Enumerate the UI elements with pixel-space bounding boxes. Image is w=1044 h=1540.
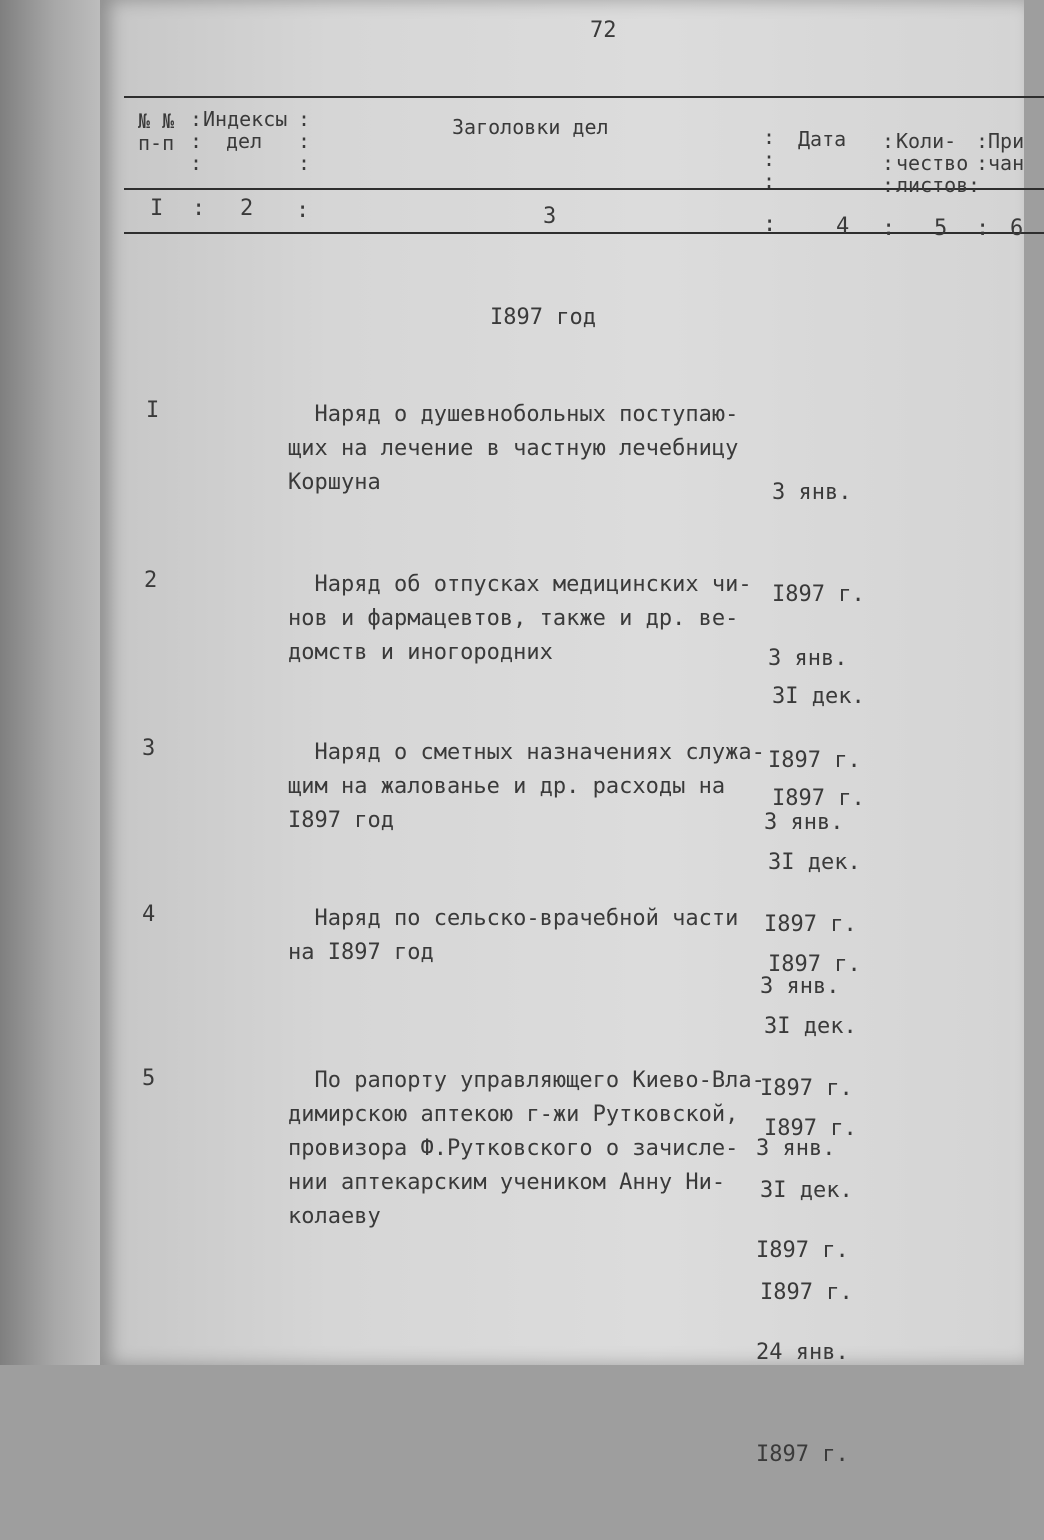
record-title: Наряд о душевнобольных поступаю- щих на лечение в частную лечебницу Коршуна <box>288 402 739 495</box>
header-top-rule <box>124 96 1044 98</box>
record-number: 4 <box>142 902 156 927</box>
header-col5-line3: листов <box>896 173 969 197</box>
column-number-separator: : <box>192 196 206 221</box>
record-dates: 3 янв. I897 г. 3I дек. I897 г. <box>764 810 857 1141</box>
header-col-separator: : <box>190 107 203 131</box>
record-title: По рапорту управляющего Киево-Вла- димирскою аптекою г-жи Рутковской, провизора Ф.Рутковского о зачисле- нии аптекарским учеником Анну Ни- колаеву <box>288 1068 765 1229</box>
header-col4: Дата <box>798 127 847 151</box>
record-number: I <box>146 398 160 423</box>
record-dates: 3 янв. I897 г. 3I дек. I897 г. <box>768 646 861 977</box>
header-col2-line1: Индексы <box>203 107 288 131</box>
column-number: I <box>150 196 164 221</box>
header-col-separator: : <box>190 129 203 153</box>
record-dates: 3 янв. I897 г. 3I дек. I897 г. <box>760 974 853 1305</box>
header-col-separator: : <box>763 147 776 171</box>
column-number: 5 <box>934 216 948 241</box>
header-col-separator: : <box>882 151 895 175</box>
header-bottom-rule <box>124 232 1044 234</box>
column-number-separator: : <box>976 216 990 241</box>
document-page <box>100 0 1025 1467</box>
record-title: Наряд об отпусках медицинских чи- нов и фармацевтов, также и др. ве- домств и иногородних <box>288 572 752 665</box>
page-number: 72 <box>590 18 617 43</box>
record-title: Наряд по сельско-врачебной части на I897 год <box>288 906 739 965</box>
column-number: 6 <box>1010 216 1024 241</box>
header-col-separator: : <box>298 151 311 175</box>
column-number-separator: : <box>763 212 777 237</box>
header-col3: Заголовки дел <box>452 115 609 139</box>
header-col6-line1: При <box>988 129 1025 153</box>
record-number: 2 <box>144 568 158 593</box>
header-col-separator: : <box>190 151 203 175</box>
column-number: 2 <box>240 196 254 221</box>
record-dates: 3 янв. I897 г. 3I дек. I897 г. <box>772 480 865 811</box>
header-col-separator: : <box>298 129 311 153</box>
record-dates: 3 янв. I897 г. 24 янв. I897 г. <box>756 1136 849 1467</box>
header-col-separator: : <box>882 129 895 153</box>
header-col2-line2: дел <box>226 129 263 153</box>
column-number: 3 <box>543 204 557 229</box>
record-number: 5 <box>142 1066 156 1091</box>
header-col-separator: : <box>298 107 311 131</box>
header-col6-line2: чан <box>988 151 1025 175</box>
header-col1-line1: № № <box>138 109 175 133</box>
header-col-separator: : <box>763 125 776 149</box>
column-number: 4 <box>836 214 850 239</box>
header-col-separator: : <box>976 151 989 175</box>
header-col5-line2: чество <box>896 151 969 175</box>
column-number-separator: : <box>882 216 896 241</box>
header-col1-line2: п-п <box>138 131 175 155</box>
header-col-separator: : <box>763 169 776 193</box>
book-gutter <box>0 0 100 1365</box>
header-col-separator: : <box>968 173 981 197</box>
year-heading: I897 год <box>490 305 596 330</box>
header-col5-line1: Коли- <box>896 129 957 153</box>
header-col-separator: : <box>976 129 989 153</box>
column-number-separator: : <box>296 198 310 223</box>
header-col-separator: : <box>882 173 895 197</box>
record-number: 3 <box>142 736 156 761</box>
record-title: Наряд о сметных назначениях служа- щим на жалованье и др. расходы на I897 год <box>288 740 765 833</box>
